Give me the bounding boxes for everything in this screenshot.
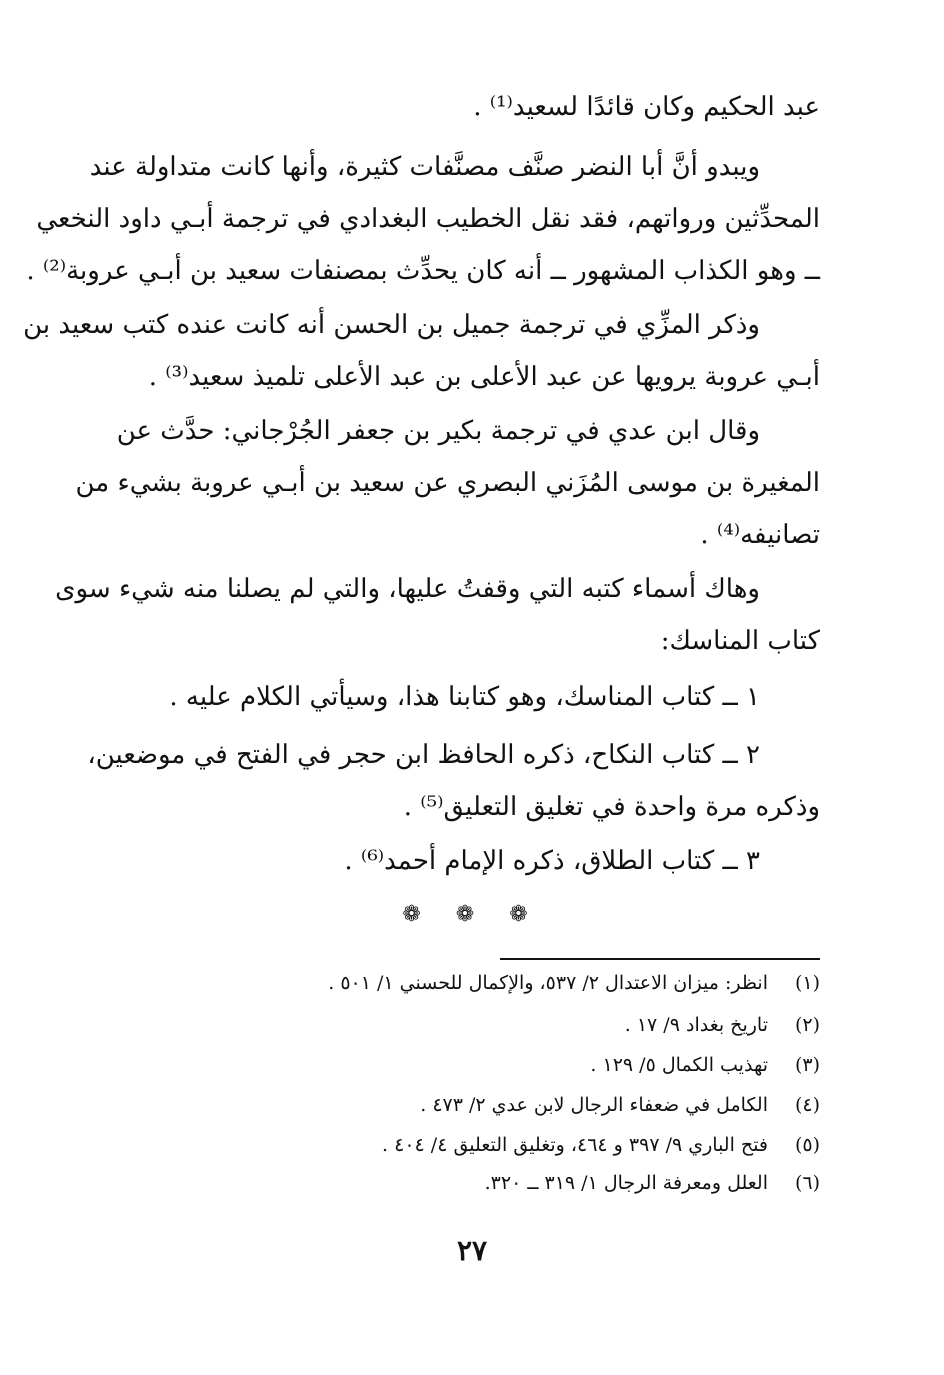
footnote-1 <box>328 972 820 994</box>
footnote-text: انظر: ميزان الاعتدال ٢/ ٥٣٧، والإكمال للحسني ١/ ٥٠١ . <box>328 972 768 994</box>
section-separator: ❁ ❁ ❁ <box>402 902 542 927</box>
footnote-number: (٦) <box>794 1172 820 1194</box>
footnote-text: تاريخ بغداد ٩/ ١٧ . <box>624 1014 768 1036</box>
footnote-text: تهذيب الكمال ٥/ ١٢٩ . <box>590 1054 768 1076</box>
body-line-1: عبد الحكيم وكان قائدًا لسعيد⁽¹⁾ . <box>473 92 820 122</box>
body-line-2: ويبدو أنَّ أبا النضر صنَّف مصنَّفات كثيرة، وأنها كانت متداولة عند <box>89 152 760 182</box>
footnote-6 <box>485 1172 820 1194</box>
list-item-2: ٢ ــ كتاب النكاح، ذكره الحافظ ابن حجر في الفتح في موضعين، <box>87 740 760 770</box>
body-line-11: كتاب المناسك: <box>660 626 820 656</box>
body-line-7: وقال ابن عدي في ترجمة بكير بن جعفر الجُرْجاني: حدَّث عن <box>116 416 760 446</box>
page-number: ٢٧ <box>456 1234 488 1267</box>
footnote-number: (٣) <box>794 1054 820 1076</box>
footnote-text: الكامل في ضعفاء الرجال لابن عدي ٢/ ٤٧٣ . <box>420 1094 768 1116</box>
body-line-3: المحدِّثين ورواتهم، فقد نقل الخطيب البغدادي في ترجمة أبـي داود النخعي <box>36 204 820 234</box>
list-item-2-cont: وذكره مرة واحدة في تغليق التعليق⁽⁵⁾ . <box>403 792 820 822</box>
footnote-2 <box>625 1014 820 1036</box>
body-line-9: تصانيفه⁽⁴⁾ . <box>700 520 820 550</box>
footnote-5 <box>382 1134 820 1156</box>
list-item-1: ١ ــ كتاب المناسك، وهو كتابنا هذا، وسيأتي الكلام عليه . <box>169 682 760 712</box>
footnote-number: (١) <box>794 972 820 994</box>
footnote-text: العلل ومعرفة الرجال ١/ ٣١٩ ــ ٣٢٠. <box>484 1172 768 1194</box>
footnote-rule <box>500 958 820 960</box>
footnote-text: فتح الباري ٩/ ٣٩٧ و ٤٦٤، وتغليق التعليق ٤/ ٤٠٤ . <box>382 1134 768 1156</box>
footnote-number: (٥) <box>794 1134 820 1156</box>
body-line-8: المغيرة بن موسى المُزَني البصري عن سعيد بن أبـي عروبة بشيء من <box>75 468 820 498</box>
footnote-3 <box>590 1054 820 1076</box>
footnote-number: (٤) <box>794 1094 820 1116</box>
body-line-6: أبـي عروبة يرويها عن عبد الأعلى بن عبد الأعلى تلميذ سعيد⁽³⁾ . <box>148 362 820 392</box>
list-item-3: ٣ ــ كتاب الطلاق، ذكره الإمام أحمد⁽⁶⁾ . <box>344 846 760 876</box>
body-line-10: وهاك أسماء كتبه التي وقفتُ عليها، والتي لم يصلنا منه شيء سوى <box>55 574 760 604</box>
body-line-5: وذكر المزِّي في ترجمة جميل بن الحسن أنه كانت عنده كتب سعيد بن <box>23 310 760 340</box>
body-line-4: ــ وهو الكذاب المشهور ــ أنه كان يحدِّث بمصنفات سعيد بن أبـي عروبة⁽²⁾ . <box>26 256 820 286</box>
footnote-number: (٢) <box>794 1014 820 1036</box>
footnote-4 <box>420 1094 820 1116</box>
